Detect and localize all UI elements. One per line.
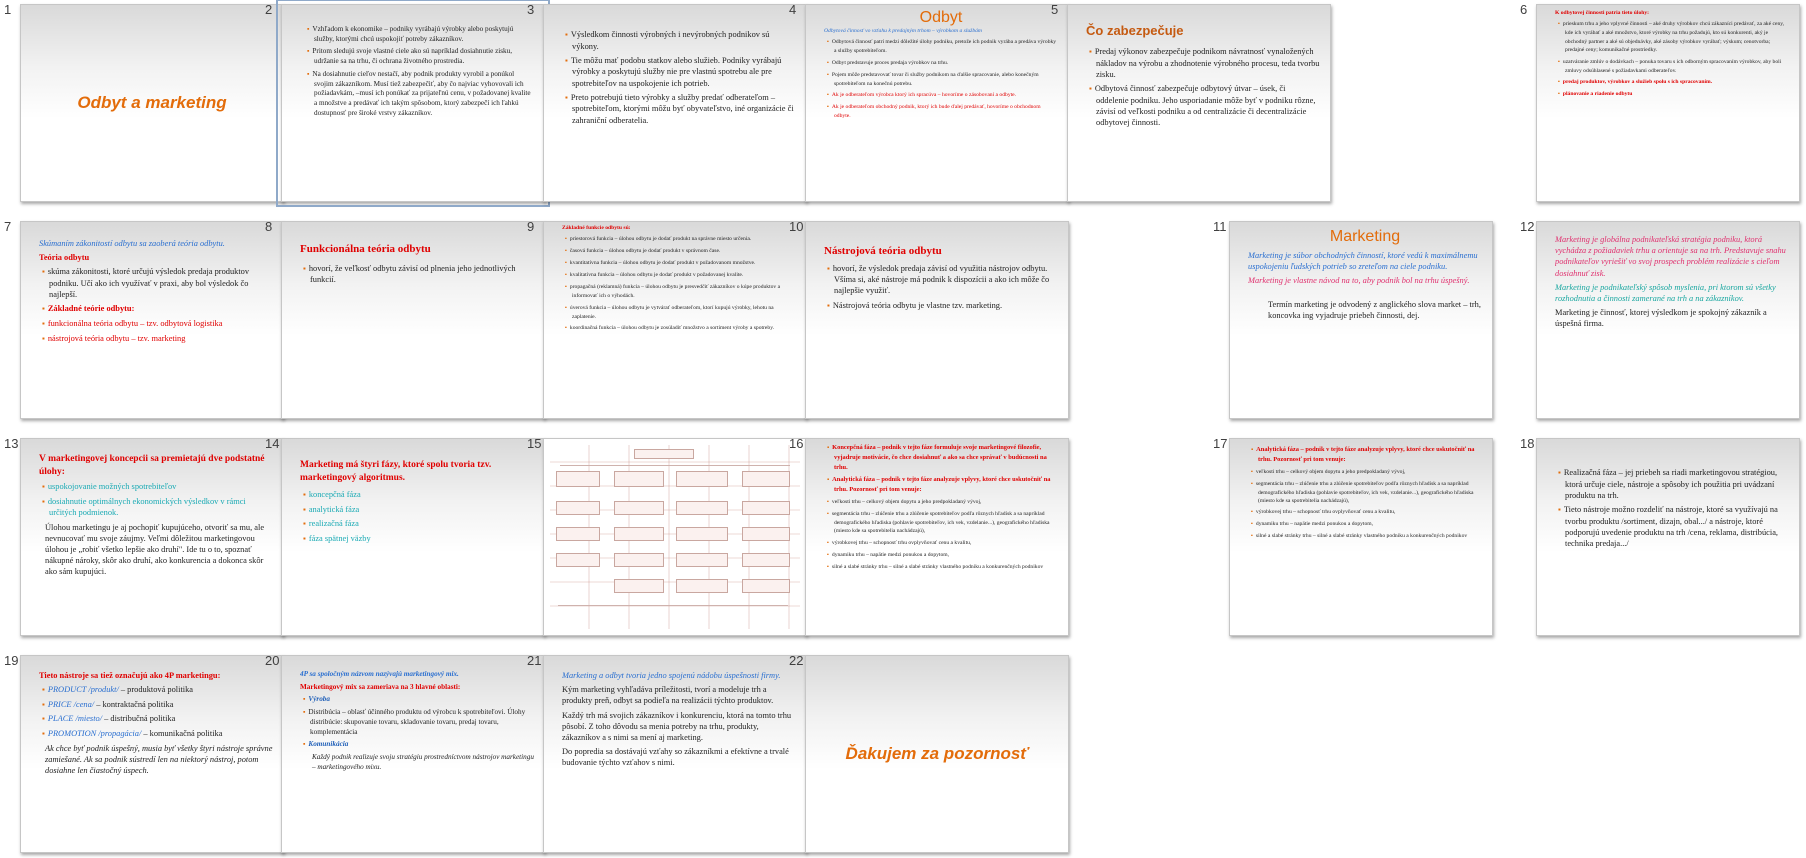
slide-3[interactable] [527,2,809,202]
bullet: ▪ koordinačná funkcia – úlohou odbytu je zosúladiť množstvo a sortiment výroby a spotreby. [562,324,796,333]
bullet: ▪ Distribúcia – oblasť účinného produktu od výrobcu k spotrebiteľovi. Úlohy distribúcie: skupovanie tovaru, skladovanie tovaru, predaj tovaru, komplementácia [300,708,534,737]
bullet: ▪ Odbyt predstavuje proces predaja výrobkov na trhu. [824,59,1058,68]
slide-number: 3 [527,2,535,17]
slide-number: 14 [265,436,280,451]
slide-number: 12 [1520,219,1535,234]
paragraph: Do popredia sa dostávajú vzťahy so zákazníkmi a efektívne a trvalé budovanie týchto vzťahov s nimi. [562,747,789,768]
slide-thumbnail[interactable] [1536,221,1800,419]
paragraph: Každý trh má svojich zákazníkov i konkurenciu, ktorá na tomto trhu pôsobí. Z toho dôvodu sa menia potreby na trhu, produkty, zákazníkov a s nimi sa mení aj marketing. [562,710,792,742]
slide-19[interactable] [4,653,286,853]
bullet: ▪ realizačná fáza [300,518,534,530]
paragraph: Úlohou marketingu je aj pochopiť kupujúceho, otvoriť sa mu, ale nevnucovať mu svoje záujmy. Veľmi dôležitou marketingovou úlohou je „robiť všetko lepšie ako druhí". Ide tu o to, spoznať nákupné nároky, skôr ako druhí, ako konkurencia a dokonca skôr ako sám kupujúci. [45,522,265,577]
section-title: ▪ Základné teórie odbytu: [39,303,273,315]
slide-number: 21 [527,653,542,668]
slide-8[interactable] [265,219,547,419]
slide-18[interactable] [1520,436,1802,636]
bullet: ▪ výrobkovej trhu – schopnosť trhu ovplyvňovať cenu a kvalitu, [824,539,1058,548]
bullet: ▪ Nástrojová teória odbytu je vlastne tzv. marketing. [824,300,1058,312]
bullet: ▪ dynamiku trhu – napätie medzi ponukou a dopytom, [824,551,1058,560]
slide-heading: Nástrojová teória odbytu [824,245,942,257]
paragraph: Marketing je vlastne návod na to, aby podnik bol na trhu úspešný. [1248,276,1470,286]
slide-1[interactable] [4,2,286,202]
slide-10[interactable] [789,219,1071,419]
slide-subtitle: Marketing a odbyt tvoria jedno spojenú nádobu úspešnosti firmy. [562,671,781,680]
slide-number: 7 [4,219,12,234]
bullet: ▪ časová funkcia – úlohou odbytu je dodať produkt v správnom čase. [562,247,796,256]
slide-thumbnail[interactable] [543,438,807,636]
slide-number: 18 [1520,436,1535,451]
bullet: ▪ Analytická fáza – podnik v tejto fáze analyzuje vplyvy, ktoré chce uskutočniť na trhu. Pozornosť pri tom venuje: [1248,445,1482,465]
bullet: ▪ Na dosiahnutie cieľov nestačí, aby podnik produkty vyrobil a ponúkol svojim zákazníkom. Musí tiež zabezpečiť, aby čo najviac vyhovovali ich požiadavkám, –musí ich ponúkať za prijateľnú cenu, v požadovanej kvalite a množstve a predávať ich takým spôsobom, ktorý zabezpečí ich ľahkú dostupnosť pre široké vrstvy zákazníkov. [304,70,534,119]
slide-heading: K odbytovej činnosti patria tieto úlohy: [1555,10,1650,16]
slide-thumbnail[interactable] [805,221,1069,419]
slide-heading: Odbyt [919,9,963,26]
slide-thumbnail[interactable] [805,438,1069,636]
slide-17[interactable] [1213,436,1495,636]
slide-15[interactable] [527,436,809,636]
bullet: ▪ analytická fáza [300,504,534,516]
bullet: ▪ Pojem môže predstavovať tovar či služby podnikom na ďalšie spracovanie, alebo konečným spotrebiteľom na konečnú potrebu. [824,71,1058,88]
slide-11[interactable] [1213,219,1495,419]
paragraph: Ak chce byť podnik úspešný, musia byť všetky štyri nástroje správne zamiešané. Ak sa podnik sústredí len na niektorý nástroj, potom dosiahne len čiastočný úspech. [45,743,273,775]
bullet: ▪ prieskum trhu a jeho vplyvné činnosti – aké druhy výrobkov chcú zákazníci predávať, za aké ceny, kde ich vyrábať a aké množstvo, ktoré výrobky na trhu požadujú, kto sú konkurenti, aký je obchodný partner a aké sú objednávky, aké zásoby výrobkov vyrábať; výskum; cenotvorba; predajné ceny; komunikačné prostriedky. [1555,20,1789,54]
slide-thumbnail[interactable] [20,655,284,853]
slide-9[interactable] [527,219,809,419]
slide-14[interactable] [265,436,547,636]
slide-heading: Čo zabezpečuje [1086,23,1184,38]
bullet: ▪ Výsledkom činnosti výrobných i nevýrobných podnikov sú výkony. [562,29,796,52]
bullet: ▪ Komunikácia [300,740,534,750]
bullet: ▪ segmentácia trhu – zlúčenie trhu a zlúčenie spotrebiteľov podľa rôznych hľadísk a sa napríklad demografického hľadiska (pohlavie spotrebiteľov, ich vek, vzdelanie...), geografického hľadiska (miesto kde sa spotrebitelia nachádzajú), [824,510,1058,536]
paragraph: Kým marketing vyhľadáva príležitosti, tvorí a modeluje trh a produkty preň, odbyt sa podieľa na realizácii týchto produktov. [562,685,774,706]
slide-subtitle: Skúmaním zákonitostí odbytu sa zaoberá teória odbytu. [39,239,225,248]
bullet: ▪ Ak je odberateľom výrobca ktorý ich spracúva – hovoríme o zásobovaní a odbyte. [824,91,1058,100]
bullet: ▪ PROMOTION /propagácia/ – komunikačná politika [39,728,273,740]
slide-number: 19 [4,653,19,668]
slide-number: 22 [789,653,804,668]
slide-2[interactable] [265,2,547,202]
bullet: ▪ propagačná (reklamná) funkcia – úlohou odbytu je presvedčiť zákazníkov o kúpe produktov a informovať ich o výhodách. [562,283,796,300]
slide-12[interactable] [1520,219,1802,419]
slide-number: 20 [265,653,280,668]
slide-thumbnail-selected[interactable] [281,4,545,202]
slide-subtitle: Odbytová činnosť vo vzťahu k predajným trhom – výrobkom a službám [824,28,982,34]
slide-thumbnail[interactable] [20,4,284,202]
slide-number: 8 [265,219,273,234]
slide-thumbnail[interactable] [281,438,545,636]
slide-thumbnail[interactable] [543,4,807,202]
bullet: ▪ Ak je odberateľom obchodný podnik, ktorý ich bude ďalej predávať, hovoríme o obchodnom odbyte. [824,103,1058,120]
diagram-image [550,445,800,629]
slide-22[interactable] [789,653,1071,853]
bullet: ▪ PRICE /cena/ – kontraktačná politika [39,699,273,711]
bullet: ▪ Realizačná fáza – jej priebeh sa riadi marketingovou stratégiou, ktorá určuje ciele, nástroje a spôsoby ich použitia pri uvádzaní produktu na trh. [1555,467,1789,501]
slide-thumbnail[interactable] [281,221,545,419]
slide-5[interactable] [1051,2,1333,202]
bullet: ▪ Predaj výkonov zabezpečuje podnikom návratnosť vynaložených nákladov na výrobu a zhodnotenie výrobného procesu, teda tvorbu zisku. [1086,46,1320,80]
bullet: ▪ kvantitatívna funkcia – úlohou odbytu je dodať produkt v požadovanom množstve. [562,259,796,268]
bullet: ▪ Odbytová činnosť zabezpečuje odbytový útvar – úsek, či oddelenie podniku. Jeho usporiadanie môže byť v podniku rôzne, závisí od veľkosti podniku a od centralizácie či decentralizácie odbytovej činnosti. [1086,83,1320,128]
slide-13[interactable] [4,436,286,636]
bullet: ▪ Pritom sledujú svoje vlastné ciele ako sú napríklad dosiahnutie zisku, udržanie sa na trhu, či ochrana životného prostredia. [304,47,534,66]
slide-number: 17 [1213,436,1228,451]
slide-6[interactable] [1520,2,1802,202]
slide-thumbnail[interactable] [20,221,284,419]
slide-thumbnail[interactable] [1536,438,1800,636]
slide-heading: V marketingovej koncepcii sa premietajú dve podstatné úlohy: [39,454,265,477]
slide-thumbnail[interactable] [1229,221,1493,419]
slide-number: 4 [789,2,797,17]
bullet: ▪ Tie môžu mať podobu statkov alebo služieb. Podniky vyrábajú výrobky a poskytujú služby nie pre vlastnú spotrebu ale pre spotrebiteľov na uspokojenie ich potrieb. [562,55,796,89]
bullet: ▪ kvalitatívna funkcia – úlohou odbytu je dodať produkt v požadovanej kvalite. [562,271,796,280]
slide-number: 13 [4,436,19,451]
slide-heading: Funkcionálna teória odbytu [300,243,431,255]
slide-heading: Základné funkcie odbytu sú: [562,225,631,231]
slide-thumbnail[interactable] [805,655,1069,853]
bullet: ▪ úverová funkcia – úlohou odbytu je vytvárať odberateľom, ktorí kupujú výrobky, lehotu na zaplatenie. [562,304,796,321]
bullet: ▪ Odbytová činnosť patrí medzi dôležité úlohy podniku, pretože ich podnik vyrába a predáva výrobky a služby spotrebiteľom. [824,38,1058,55]
slide-thumbnail[interactable] [20,438,284,636]
slide-7[interactable] [4,219,286,419]
bullet: ▪ koncepčná fáza [300,489,534,501]
bullet: ▪ fáza spätnej väzby [300,533,534,545]
slide-heading: Marketing [1329,228,1401,245]
bullet: ▪ Tieto nástroje možno rozdeliť na nástroje, ktoré sa využívajú na tvorbu produktu /sortiment, dizajn, obal.../ a nástroje, ktoré podporujú uvedenie produktu na trh /cena, reklama, distribúcia, technika predaja.../ [1555,504,1789,549]
bullet: ▪ hovorí, že výsledok predaja závisí od využitia nástrojov odbytu. Všíma si, aké nástroje má podnik k dispozícii a ako ich môže čo najlepšie využiť. [824,263,1058,297]
paragraph: Marketing je podnikateľský spôsob myslenia, pri ktorom sú všetky rozhodnutia a činnosti zamerané na trh a na zákazníkov. [1555,282,1776,303]
bullet: ▪ Koncepčná fáza – podnik v tejto fáze formuluje svoje marketingové filozofie, vyjadruje motivácie, čo chce dosiahnuť a ako sa chce správať v budúcnosti na trhu. [824,443,1058,472]
bullet: ▪ segmentácia trhu – zlúčenie trhu a zlúčenie spotrebiteľov podľa rôznych hľadísk a sa napríklad demografického hľadiska (pohlavie spotrebiteľov, ich vek, vzdelanie...), geografického hľadiska (miesto kde sa spotrebitelia nachádzajú), [1248,480,1482,506]
slide-thumbnail[interactable] [281,655,545,853]
slide-20[interactable] [265,653,547,853]
slide-heading: Tieto nástroje sa tiež označujú ako 4P marketingu: [39,671,221,680]
slide-number: 6 [1520,2,1528,17]
slide-number: 10 [789,219,804,234]
bullet: ▪ silné a slabé stránky trhu – silné a slabé stránky vlastného podniku a konkurenčných podnikov [1248,532,1482,541]
paragraph: Termín marketing je odvodený z anglického slova market – trh, koncovka ing vyjadruje priebeh činnosti, dej. [1268,299,1481,320]
bullet: ▪ veľkosti trhu – celkový objem dopytu a jeho predpokladaný vývoj, [1248,468,1482,477]
bullet: ▪ dynamiku trhu – napätie medzi ponukou a dopytom, [1248,520,1482,529]
slide-number: 16 [789,436,804,451]
slide-title: Odbyt a marketing [77,93,227,112]
slide-number: 2 [265,2,273,17]
bullet: ▪ Preto potrebujú tieto výrobky a služby predať odberateľom – spotrebiteľom, ktorými môžu byť obyvateľstvo, iné organizácie či zahraniční odberatelia. [562,92,796,126]
section-title: Teória odbytu [39,253,90,263]
paragraph: Marketing je súbor obchodných činností, ktoré vedú k maximálnemu uspokojeniu ľudských potrieb so zreteľom na ciele podniku. [1248,251,1478,272]
paragraph: Každý podnik realizuje svoju stratégiu prostredníctvom nástrojov marketingu – marketingového mixu. [312,753,534,771]
bullet: ▪ veľkosti trhu – celkový objem dopytu a jeho predpokladaný vývoj, [824,498,1058,507]
section-title: Marketingový mix sa zameriava na 3 hlavné oblasti: [300,682,461,691]
bullet: ▪ priestorová funkcia – úlohou odbytu je dodať produkt na správne miesto určenia. [562,235,796,244]
bullet: ▪ Výroba [300,695,534,705]
bullet: ▪ uspokojovanie možných spotrebiteľov [39,481,273,493]
bullet: ▪ Analytická fáza – podnik v tejto fáze analyzuje vplyvy, ktoré chce uskutočniť na trhu. Pozornosť pri tom venuje: [824,475,1058,495]
slide-number: 11 [1213,219,1227,234]
slide-thumbnail[interactable] [1536,4,1800,202]
bullet: ▪ PRODUCT /produkt/ – produktová politika [39,684,273,696]
bullet: ▪ PLACE /miesto/ – distribučná politika [39,713,273,725]
slide-21[interactable] [527,653,809,853]
bullet: ▪ výrobkovej trhu – schopnosť trhu ovplyvňovať cenu a kvalitu, [1248,508,1482,517]
slide-thumbnail[interactable] [543,655,807,853]
slide-thumbnail[interactable] [1229,438,1493,636]
paragraph: Marketing je globálna podnikateľská stratégia podniku, ktorá vychádza z požiadaviek trhu a orientuje sa na trh. Predstavuje snahu podnikateľov vyriešiť vo svoj prospech problém realizácie s cieľom dosiahnuť zisk. [1555,235,1786,278]
slide-4[interactable] [789,2,1071,202]
bullet: ▪ nástrojová teória odbytu – tzv. marketing [39,333,273,345]
bullet: ▪ hovorí, že veľkosť odbytu závisí od plnenia jeho jednotlivých funkcií. [300,263,534,286]
bullet: ▪ funkcionálna teória odbytu – tzv. odbytová logistika [39,318,273,330]
slide-subtitle: 4P sa spoločným názvom nazývajú marketingový mix. [300,670,459,678]
slide-16[interactable] [789,436,1071,636]
slide-number: 9 [527,219,535,234]
bullet: ▪ dosiahnutie optimálnych ekonomických výsledkov v rámci určitých podmienok. [39,496,273,519]
bullet: ▪ skúma zákonitosti, ktoré určujú výsledok predaja produktov podniku. Učí ako ich využívať v praxi, aby bol výsledok čo najlepší. [39,266,273,300]
slide-thumbnail[interactable] [1067,4,1331,202]
slide-thumbnail[interactable] [543,221,807,419]
bullet: ▪ silné a slabé stránky trhu – silné a slabé stránky vlastného podniku a konkurenčných podnikov [824,563,1058,572]
bullet: ▪ uzatváranie zmlúv o dodávkach – ponuka tovaru s ich odborným spracovaním výrobkov, aby boli zmluvy odsúhlasené s požiadavkami odberateľov. [1555,58,1789,75]
slide-heading: Marketing má štyri fázy, ktoré spolu tvoria tzv. marketingový algoritmus. [300,460,492,483]
paragraph: Marketing je činnosť, ktorej výsledkom je spokojný zákazník a úspešná firma. [1555,308,1767,329]
slide-title: Ďakujem za pozornosť [845,744,1029,763]
slide-thumbnail[interactable] [805,4,1069,202]
slide-number: 1 [4,2,12,17]
bullet: ▪ plánovanie a riadenie odbytu [1555,90,1789,99]
bullet: ▪ predaj produktov, výrobkov a služieb spolu s ich spracovaním. [1555,78,1789,87]
slide-number: 15 [527,436,542,451]
slide-number: 5 [1051,2,1059,17]
bullet: ▪ Vzhľadom k ekonomike – podniky vyrábajú výrobky alebo poskytujú služby, ktorými chcú uspokojiť potreby zákazníkov. [304,25,534,44]
